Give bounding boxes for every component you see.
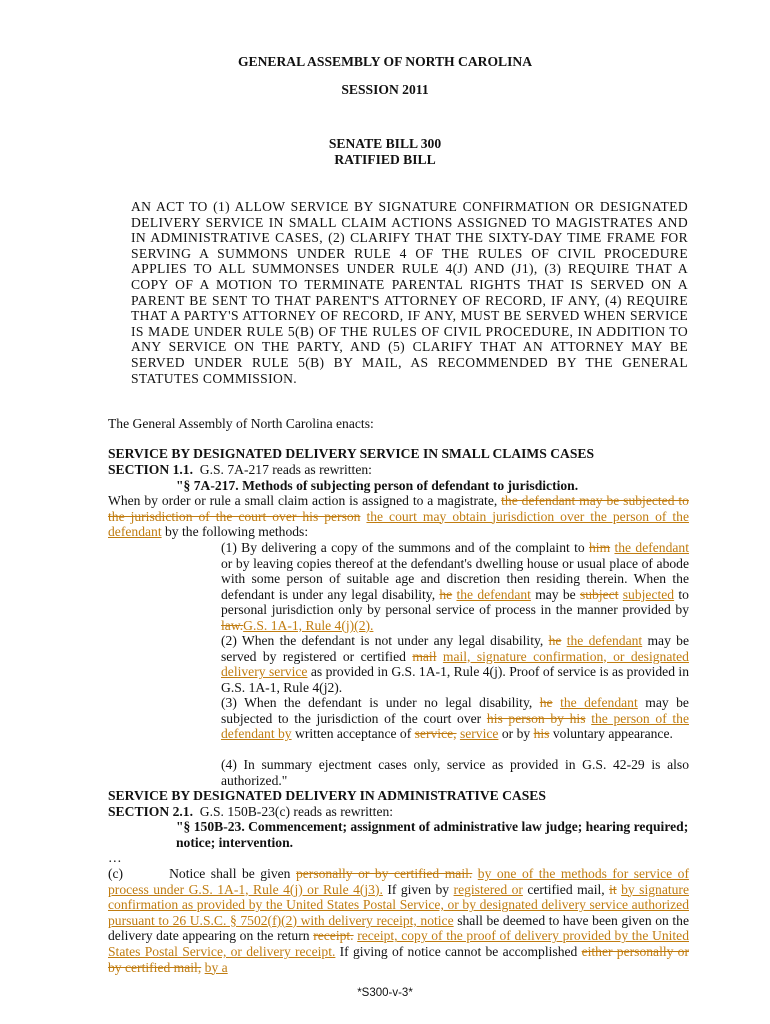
inserted-text: by one of the methods for service of process under G.S. 1A-1, Rule 4(j) or Rule 4(j3). [108,866,690,897]
section2-subsection-c [108,866,689,975]
deleted-text: he [548,633,562,648]
inserted-text: by a [204,959,228,975]
ellipsis: … [108,850,122,865]
text: (3) When the defendant is under no legal disability, [221,695,533,710]
text: (2) When the defendant is not under any legal disability, [221,633,544,648]
text: by the following methods: [165,524,309,540]
deleted-text: his [533,726,550,742]
deleted-text: service, [414,726,457,742]
bill-status: RATIFIED BILL [334,152,436,167]
deleted-text: mail [412,648,437,664]
deleted-text: personally or by certified mail. [295,866,473,881]
deleted-text: either personally or by certified mail, [108,943,689,975]
deleted-text: he [539,695,553,710]
deleted-text: law. [221,617,244,633]
session-title: SESSION 2011 [341,82,429,97]
text: written acceptance of [295,726,412,742]
section1-item3 [108,695,689,742]
section2-statute-text: "§ 150B-23. Commencement; assignment of administrative law judge; hearing required; notice; intervention. [176,819,689,850]
section1-item2 [108,633,689,695]
section1-item1 [108,540,689,634]
section1-item4: (4) In summary ejectment cases only, service as provided in G.S. 42-29 is also authorized." [221,757,689,788]
deleted-text: him [589,540,611,555]
inserted-text: by signature confirmation as provided by the United States Postal Service, or by designated delivery service authorized pursuant to 26 U.S.C. § 7502(f)(2) with delivery receipt, notice [108,881,689,928]
text: If giving of notice cannot be accomplished [339,943,578,959]
bill-number: SENATE BILL 300 [328,136,442,151]
deleted-text: receipt. [313,928,354,944]
deleted-text: it [609,881,617,897]
text: voluntary appearance. [552,726,673,742]
section2-intro [108,804,689,820]
assembly-title: GENERAL ASSEMBLY OF NORTH CAROLINA [237,54,533,69]
text: to personal jurisdiction only by personal service of process in the manner provided by [221,586,689,618]
inserted-text: receipt, copy of the proof of delivery provided by the United States Postal Service, or delivery receipt. [108,928,689,959]
text: or by leaving copies thereof at the defendant's dwelling house or usual place of abode with some person of suitable age and discretion then residing therein. When the defendant is under any legal disability, [221,555,689,602]
section1-intro [108,462,689,478]
section2-statute [176,819,689,850]
page-footer: *S300-v-3* [357,987,413,999]
deleted-text: subject [579,586,619,602]
enacting-clause: The General Assembly of North Carolina enacts: [108,416,374,431]
text: shall be deemed to have been given on the delivery date appearing on the return [108,912,689,944]
text: may be subjected to the jurisdiction of the court over [221,695,689,726]
text: may be served by registered or certified [221,633,689,664]
section2-heading: SERVICE BY DESIGNATED DELIVERY IN ADMINISTRATIVE CASES [108,788,546,803]
text: may be [535,586,576,602]
text: or by [501,726,531,742]
deleted-text: he [439,586,453,602]
deleted-text: his person by his [486,710,586,726]
inserted-text: mail, signature confirmation, or designated delivery service [221,648,689,680]
inserted-text: the defendant [566,633,643,648]
text: When by order or rule a small claim action is assigned to a magistrate, [108,493,498,508]
inserted-text: the person of the defendant by [221,710,689,742]
text: If given by [387,881,450,897]
text: Notice shall be given [169,866,291,881]
text: (1) By delivering a copy of the summons and of the complaint to [221,540,585,555]
subsection-label: (c) [108,866,124,881]
section1-intro-text: G.S. 7A-217 reads as rewritten: [199,462,372,477]
text: certified mail, [527,881,605,897]
section1-heading: SERVICE BY DESIGNATED DELIVERY SERVICE IN SMALL CLAIMS CASES [108,446,595,461]
section1-statute: "§ 7A-217. Methods of subjecting person of defendant to jurisdiction. [176,478,579,493]
inserted-text: G.S. 1A-1, Rule 4(j)(2). [243,617,374,633]
section1-label: SECTION 1.1. [108,462,193,477]
inserted-text: the defendant [456,586,531,602]
inserted-text: the defendant [614,540,690,555]
inserted-text: registered or [453,881,523,897]
inserted-text: the court may obtain jurisdiction over the person of the defendant [108,508,689,540]
section2-label: SECTION 2.1. [108,804,193,819]
act-title: AN ACT TO (1) ALLOW SERVICE BY SIGNATURE CONFIRMATION OR DESIGNATED DELIVERY SERVICE IN SMALL CLAIM ACTIONS ASSIGNED TO MAGISTRATES AND IN ADMINISTRATIVE CASES, (2) CLARIFY THAT THE SIXTY-DAY TIME FRAME FOR SERVING A SUMMONS UNDER RULE 4 OF THE RULES OF CIVIL PROCEDURE APPLIES TO ALL SUMMONSES UNDER RULE 4(J) AND (J1), (3) REQUIRE THAT A COPY OF A MOTION TO TERMINATE PARENTAL RIGHTS THAT IS SERVED ON A PARENT BE SENT TO THAT PARENT'S ATTORNEY OF RECORD, IF ANY, (4) REQUIRE THAT A PARTY'S ATTORNEY OF RECORD, IF ANY, MUST BE SERVED WHEN SERVICE IS MADE UNDER RULE 5(B) OF THE RULES OF CIVIL PROCEDURE, IN ADDITION TO ANY SERVICE ON THE PARTY, AND (5) CLARIFY THAT AN ATTORNEY MAY BE SERVED UNDER RULE 5(B) BY MAIL, AS RECOMMENDED BY THE GENERAL STATUTES COMMISSION. [131,199,688,386]
section1-paragraph [108,493,689,540]
inserted-text: subjected [622,586,675,602]
inserted-text: the defendant [560,695,638,710]
deleted-text: the defendant may be subjected to the jurisdiction of the court over his person [108,493,689,524]
section2-intro-text: G.S. 150B-23(c) reads as rewritten: [199,804,394,819]
text: as provided in G.S. 1A-1, Rule 4(j). Proof of service is as provided in G.S. 1A-1, Rule 4(j2). [221,664,689,695]
inserted-text: service [459,726,499,742]
